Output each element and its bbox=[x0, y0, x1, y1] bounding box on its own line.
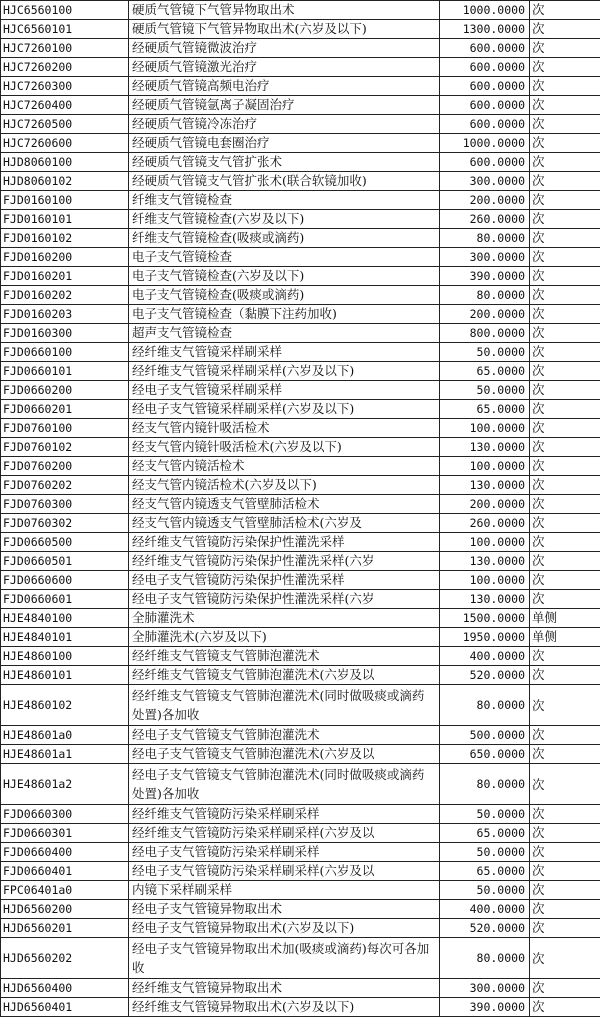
table-row bbox=[1, 495, 600, 514]
item-code-cell: FJD0660300 bbox=[1, 805, 129, 824]
table-row bbox=[1, 419, 600, 438]
item-name-cell: 经电子支气管镜异物取出术 bbox=[129, 900, 440, 919]
item-name-cell: 经硬质气管镜氩离子凝固治疗 bbox=[129, 96, 440, 115]
item-code-cell: FJD0660500 bbox=[1, 533, 129, 552]
item-name-cell: 经纤维支气管镜防污染保护性灌洗采样 bbox=[129, 533, 440, 552]
item-name-cell: 经硬质气管镜电套圈治疗 bbox=[129, 134, 440, 153]
item-code-cell: FJD0160203 bbox=[1, 305, 129, 324]
item-unit-cell: 次 bbox=[530, 248, 600, 267]
item-price-cell: 50.0000 bbox=[440, 843, 530, 862]
table-row bbox=[1, 153, 600, 172]
item-price-cell: 200.0000 bbox=[440, 495, 530, 514]
item-unit-cell: 次 bbox=[530, 514, 600, 533]
item-price-cell: 80.0000 bbox=[440, 685, 530, 726]
item-code-cell: HJD6560200 bbox=[1, 900, 129, 919]
item-unit-cell: 次 bbox=[530, 552, 600, 571]
item-price-cell: 400.0000 bbox=[440, 900, 530, 919]
item-name-cell: 经电子支气管镜防污染保护性灌洗采样(六岁 bbox=[129, 590, 440, 609]
item-unit-cell: 次 bbox=[530, 438, 600, 457]
item-name-cell: 经电子支气管镜防污染采样刷采样(六岁及以 bbox=[129, 862, 440, 881]
table-row bbox=[1, 609, 600, 628]
item-price-cell: 520.0000 bbox=[440, 919, 530, 938]
item-code-cell: FJD0160202 bbox=[1, 286, 129, 305]
item-code-cell: HJC7260400 bbox=[1, 96, 129, 115]
item-price-cell: 600.0000 bbox=[440, 96, 530, 115]
item-unit-cell: 次 bbox=[530, 305, 600, 324]
item-name-cell: 经纤维支气管镜防污染保护性灌洗采样(六岁 bbox=[129, 552, 440, 571]
table-row bbox=[1, 438, 600, 457]
item-name-cell: 电子支气管镜检查(六岁及以下) bbox=[129, 267, 440, 286]
item-unit-cell: 次 bbox=[530, 419, 600, 438]
table-row bbox=[1, 571, 600, 590]
item-price-cell: 600.0000 bbox=[440, 58, 530, 77]
table-row bbox=[1, 305, 600, 324]
item-price-cell: 600.0000 bbox=[440, 153, 530, 172]
table-row bbox=[1, 267, 600, 286]
item-code-cell: HJD6560401 bbox=[1, 998, 129, 1017]
item-name-cell: 经支气管内镜针吸活检术 bbox=[129, 419, 440, 438]
item-name-cell: 经电子支气管镜支气管肺泡灌洗术(六岁及以 bbox=[129, 745, 440, 764]
item-unit-cell: 次 bbox=[530, 805, 600, 824]
item-code-cell: HJD8060102 bbox=[1, 172, 129, 191]
table-row bbox=[1, 191, 600, 210]
item-name-cell: 经电子支气管镜支气管肺泡灌洗术 bbox=[129, 726, 440, 745]
table-row bbox=[1, 900, 600, 919]
item-unit-cell: 次 bbox=[530, 400, 600, 419]
item-price-cell: 390.0000 bbox=[440, 267, 530, 286]
table-row bbox=[1, 666, 600, 685]
item-name-cell: 经硬质气管镜激光治疗 bbox=[129, 58, 440, 77]
item-name-cell: 硬质气管镜下气管异物取出术 bbox=[129, 1, 440, 20]
table-row bbox=[1, 457, 600, 476]
table-row bbox=[1, 115, 600, 134]
item-unit-cell: 次 bbox=[530, 229, 600, 248]
table-row bbox=[1, 919, 600, 938]
item-price-cell: 800.0000 bbox=[440, 324, 530, 343]
item-name-cell: 经电子支气管镜异物取出术加(吸痰或滴药)每次可各加收 bbox=[129, 938, 440, 979]
item-code-cell: HJE48601a0 bbox=[1, 726, 129, 745]
item-price-cell: 65.0000 bbox=[440, 400, 530, 419]
item-price-cell: 50.0000 bbox=[440, 881, 530, 900]
table-row bbox=[1, 39, 600, 58]
item-price-cell: 600.0000 bbox=[440, 77, 530, 96]
item-price-cell: 300.0000 bbox=[440, 979, 530, 998]
item-unit-cell: 次 bbox=[530, 745, 600, 764]
item-price-cell: 1300.0000 bbox=[440, 20, 530, 39]
table-row bbox=[1, 764, 600, 805]
item-code-cell: HJD6560202 bbox=[1, 938, 129, 979]
table-row bbox=[1, 476, 600, 495]
item-unit-cell: 次 bbox=[530, 666, 600, 685]
item-name-cell: 纤维支气管镜检查(吸痰或滴药) bbox=[129, 229, 440, 248]
item-price-cell: 260.0000 bbox=[440, 210, 530, 229]
item-code-cell: HJC6560100 bbox=[1, 1, 129, 20]
item-name-cell: 经支气管内镜透支气管壁肺活检术 bbox=[129, 495, 440, 514]
item-price-cell: 600.0000 bbox=[440, 39, 530, 58]
table-row bbox=[1, 998, 600, 1017]
item-code-cell: HJE4860102 bbox=[1, 685, 129, 726]
table-row bbox=[1, 590, 600, 609]
table-row bbox=[1, 324, 600, 343]
item-price-cell: 100.0000 bbox=[440, 419, 530, 438]
item-code-cell: FJD0760200 bbox=[1, 457, 129, 476]
item-name-cell: 经纤维支气管镜支气管肺泡灌洗术 bbox=[129, 647, 440, 666]
item-price-cell: 1000.0000 bbox=[440, 134, 530, 153]
item-code-cell: HJC7260600 bbox=[1, 134, 129, 153]
item-code-cell: HJE4840100 bbox=[1, 609, 129, 628]
table-row bbox=[1, 1, 600, 20]
item-price-cell: 80.0000 bbox=[440, 229, 530, 248]
item-name-cell: 经支气管内镜透支气管壁肺活检术(六岁及 bbox=[129, 514, 440, 533]
table-row bbox=[1, 134, 600, 153]
table-row bbox=[1, 20, 600, 39]
item-code-cell: HJE48601a1 bbox=[1, 745, 129, 764]
item-price-cell: 650.0000 bbox=[440, 745, 530, 764]
item-code-cell: HJC7260200 bbox=[1, 58, 129, 77]
item-price-cell: 1950.0000 bbox=[440, 628, 530, 647]
item-price-cell: 390.0000 bbox=[440, 998, 530, 1017]
item-price-cell: 400.0000 bbox=[440, 647, 530, 666]
table-row bbox=[1, 362, 600, 381]
table-row bbox=[1, 96, 600, 115]
item-name-cell: 经纤维支气管镜防污染采样刷采样(六岁及以 bbox=[129, 824, 440, 843]
item-price-cell: 1000.0000 bbox=[440, 1, 530, 20]
item-price-cell: 80.0000 bbox=[440, 286, 530, 305]
table-row bbox=[1, 862, 600, 881]
item-unit-cell: 次 bbox=[530, 843, 600, 862]
item-code-cell: HJE4860101 bbox=[1, 666, 129, 685]
item-unit-cell: 次 bbox=[530, 1, 600, 20]
item-name-cell: 电子支气管镜检查（黏膜下注药加收) bbox=[129, 305, 440, 324]
item-code-cell: FJD0660200 bbox=[1, 381, 129, 400]
table-row bbox=[1, 210, 600, 229]
item-price-cell: 50.0000 bbox=[440, 381, 530, 400]
item-unit-cell: 次 bbox=[530, 362, 600, 381]
item-name-cell: 经电子支气管镜采样刷采样(六岁及以下) bbox=[129, 400, 440, 419]
table-row bbox=[1, 805, 600, 824]
item-unit-cell: 次 bbox=[530, 998, 600, 1017]
item-unit-cell: 次 bbox=[530, 20, 600, 39]
item-unit-cell: 次 bbox=[530, 267, 600, 286]
item-unit-cell: 次 bbox=[530, 533, 600, 552]
item-unit-cell: 次 bbox=[530, 134, 600, 153]
item-price-cell: 300.0000 bbox=[440, 248, 530, 267]
item-unit-cell: 次 bbox=[530, 881, 600, 900]
item-name-cell: 经纤维支气管镜异物取出术(六岁及以下) bbox=[129, 998, 440, 1017]
item-price-cell: 130.0000 bbox=[440, 476, 530, 495]
item-name-cell: 经硬质气管镜高频电治疗 bbox=[129, 77, 440, 96]
item-unit-cell: 单侧 bbox=[530, 628, 600, 647]
item-price-cell: 200.0000 bbox=[440, 191, 530, 210]
item-unit-cell: 次 bbox=[530, 286, 600, 305]
item-code-cell: FJD0760202 bbox=[1, 476, 129, 495]
item-code-cell: HJE4840101 bbox=[1, 628, 129, 647]
item-name-cell: 内镜下采样刷采样 bbox=[129, 881, 440, 900]
item-unit-cell: 次 bbox=[530, 39, 600, 58]
item-unit-cell: 次 bbox=[530, 862, 600, 881]
item-name-cell: 纤维支气管镜检查(六岁及以下) bbox=[129, 210, 440, 229]
item-code-cell: FJD0160300 bbox=[1, 324, 129, 343]
item-unit-cell: 次 bbox=[530, 685, 600, 726]
item-price-cell: 300.0000 bbox=[440, 172, 530, 191]
table-row bbox=[1, 58, 600, 77]
table-row bbox=[1, 745, 600, 764]
item-unit-cell: 次 bbox=[530, 115, 600, 134]
item-price-cell: 600.0000 bbox=[440, 115, 530, 134]
item-unit-cell: 次 bbox=[530, 58, 600, 77]
item-unit-cell: 次 bbox=[530, 324, 600, 343]
item-unit-cell: 次 bbox=[530, 96, 600, 115]
item-price-cell: 100.0000 bbox=[440, 533, 530, 552]
item-unit-cell: 单侧 bbox=[530, 609, 600, 628]
item-unit-cell: 次 bbox=[530, 457, 600, 476]
item-price-cell: 500.0000 bbox=[440, 726, 530, 745]
item-price-cell: 520.0000 bbox=[440, 666, 530, 685]
item-unit-cell: 次 bbox=[530, 938, 600, 979]
table-row bbox=[1, 881, 600, 900]
item-code-cell: FJD0660601 bbox=[1, 590, 129, 609]
item-name-cell: 经硬质气管镜支气管扩张术(联合软镜加收) bbox=[129, 172, 440, 191]
item-name-cell: 电子支气管镜检查(吸痰或滴药) bbox=[129, 286, 440, 305]
item-code-cell: FJD0160200 bbox=[1, 248, 129, 267]
table-row bbox=[1, 533, 600, 552]
item-name-cell: 经支气管内镜针吸活检术(六岁及以下) bbox=[129, 438, 440, 457]
item-code-cell: FJD0160100 bbox=[1, 191, 129, 210]
item-price-cell: 100.0000 bbox=[440, 457, 530, 476]
item-name-cell: 经硬质气管镜支气管扩张术 bbox=[129, 153, 440, 172]
item-unit-cell: 次 bbox=[530, 590, 600, 609]
item-name-cell: 全肺灌洗术(六岁及以下) bbox=[129, 628, 440, 647]
item-code-cell: HJC7260300 bbox=[1, 77, 129, 96]
item-name-cell: 纤维支气管镜检查 bbox=[129, 191, 440, 210]
item-name-cell: 经纤维支气管镜采样刷采样 bbox=[129, 343, 440, 362]
item-unit-cell: 次 bbox=[530, 153, 600, 172]
item-unit-cell: 次 bbox=[530, 764, 600, 805]
item-code-cell: FJD0660400 bbox=[1, 843, 129, 862]
item-code-cell: HJD6560201 bbox=[1, 919, 129, 938]
item-price-cell: 50.0000 bbox=[440, 343, 530, 362]
item-unit-cell: 次 bbox=[530, 726, 600, 745]
table-row bbox=[1, 229, 600, 248]
item-name-cell: 经支气管内镜活检术 bbox=[129, 457, 440, 476]
table-row bbox=[1, 938, 600, 979]
item-unit-cell: 次 bbox=[530, 647, 600, 666]
table-row bbox=[1, 843, 600, 862]
table-row bbox=[1, 381, 600, 400]
item-code-cell: FJD0160201 bbox=[1, 267, 129, 286]
item-code-cell: HJC7260100 bbox=[1, 39, 129, 58]
item-price-cell: 65.0000 bbox=[440, 362, 530, 381]
item-code-cell: FJD0760102 bbox=[1, 438, 129, 457]
item-unit-cell: 次 bbox=[530, 571, 600, 590]
table-row bbox=[1, 552, 600, 571]
item-code-cell: FJD0660401 bbox=[1, 862, 129, 881]
item-code-cell: FJD0760100 bbox=[1, 419, 129, 438]
table-row bbox=[1, 248, 600, 267]
table-row bbox=[1, 286, 600, 305]
item-name-cell: 经硬质气管镜冷冻治疗 bbox=[129, 115, 440, 134]
price-table-body bbox=[1, 1, 600, 1017]
item-unit-cell: 次 bbox=[530, 172, 600, 191]
item-code-cell: HJC6560101 bbox=[1, 20, 129, 39]
item-price-cell: 130.0000 bbox=[440, 438, 530, 457]
item-unit-cell: 次 bbox=[530, 919, 600, 938]
item-name-cell: 经电子支气管镜支气管肺泡灌洗术(同时做吸痰或滴药处置)各加收 bbox=[129, 764, 440, 805]
item-unit-cell: 次 bbox=[530, 824, 600, 843]
item-name-cell: 经电子支气管镜异物取出术(六岁及以下) bbox=[129, 919, 440, 938]
item-unit-cell: 次 bbox=[530, 900, 600, 919]
item-name-cell: 经纤维支气管镜采样刷采样(六岁及以下) bbox=[129, 362, 440, 381]
item-price-cell: 1500.0000 bbox=[440, 609, 530, 628]
item-name-cell: 经电子支气管镜防污染保护性灌洗采样 bbox=[129, 571, 440, 590]
item-unit-cell: 次 bbox=[530, 476, 600, 495]
item-name-cell: 经电子支气管镜防污染采样刷采样 bbox=[129, 843, 440, 862]
item-code-cell: FJD0660301 bbox=[1, 824, 129, 843]
item-price-cell: 200.0000 bbox=[440, 305, 530, 324]
table-row bbox=[1, 726, 600, 745]
table-row bbox=[1, 979, 600, 998]
item-code-cell: FPC06401a0 bbox=[1, 881, 129, 900]
item-price-cell: 80.0000 bbox=[440, 764, 530, 805]
item-price-cell: 100.0000 bbox=[440, 571, 530, 590]
item-unit-cell: 次 bbox=[530, 495, 600, 514]
item-name-cell: 经支气管内镜活检术(六岁及以下) bbox=[129, 476, 440, 495]
item-name-cell: 全肺灌洗术 bbox=[129, 609, 440, 628]
item-code-cell: HJC7260500 bbox=[1, 115, 129, 134]
item-code-cell: FJD0760300 bbox=[1, 495, 129, 514]
table-row bbox=[1, 685, 600, 726]
item-price-cell: 130.0000 bbox=[440, 590, 530, 609]
item-code-cell: FJD0760302 bbox=[1, 514, 129, 533]
table-row bbox=[1, 400, 600, 419]
item-price-cell: 65.0000 bbox=[440, 862, 530, 881]
item-unit-cell: 次 bbox=[530, 979, 600, 998]
table-row bbox=[1, 647, 600, 666]
item-code-cell: HJD6560400 bbox=[1, 979, 129, 998]
item-price-cell: 65.0000 bbox=[440, 824, 530, 843]
item-price-cell: 260.0000 bbox=[440, 514, 530, 533]
table-row bbox=[1, 77, 600, 96]
item-name-cell: 电子支气管镜检查 bbox=[129, 248, 440, 267]
item-code-cell: FJD0660600 bbox=[1, 571, 129, 590]
item-name-cell: 经纤维支气管镜支气管肺泡灌洗术(同时做吸痰或滴药处置)各加收 bbox=[129, 685, 440, 726]
item-price-cell: 130.0000 bbox=[440, 552, 530, 571]
item-price-cell: 50.0000 bbox=[440, 805, 530, 824]
item-unit-cell: 次 bbox=[530, 343, 600, 362]
table-row bbox=[1, 172, 600, 191]
item-code-cell: FJD0660101 bbox=[1, 362, 129, 381]
table-row bbox=[1, 628, 600, 647]
item-code-cell: HJE4860100 bbox=[1, 647, 129, 666]
item-code-cell: FJD0160101 bbox=[1, 210, 129, 229]
table-row bbox=[1, 343, 600, 362]
item-unit-cell: 次 bbox=[530, 210, 600, 229]
table-row bbox=[1, 514, 600, 533]
item-name-cell: 经纤维支气管镜异物取出术 bbox=[129, 979, 440, 998]
table-row bbox=[1, 824, 600, 843]
item-unit-cell: 次 bbox=[530, 77, 600, 96]
item-name-cell: 经纤维支气管镜防污染采样刷采样 bbox=[129, 805, 440, 824]
item-name-cell: 经电子支气管镜采样刷采样 bbox=[129, 381, 440, 400]
item-code-cell: FJD0160102 bbox=[1, 229, 129, 248]
item-name-cell: 超声支气管镜检查 bbox=[129, 324, 440, 343]
item-unit-cell: 次 bbox=[530, 381, 600, 400]
item-name-cell: 经硬质气管镜微波治疗 bbox=[129, 39, 440, 58]
item-unit-cell: 次 bbox=[530, 191, 600, 210]
item-code-cell: FJD0660100 bbox=[1, 343, 129, 362]
item-price-cell: 80.0000 bbox=[440, 938, 530, 979]
item-code-cell: FJD0660201 bbox=[1, 400, 129, 419]
item-name-cell: 硬质气管镜下气管异物取出术(六岁及以下) bbox=[129, 20, 440, 39]
item-name-cell: 经纤维支气管镜支气管肺泡灌洗术(六岁及以 bbox=[129, 666, 440, 685]
item-code-cell: FJD0660501 bbox=[1, 552, 129, 571]
item-code-cell: HJD8060100 bbox=[1, 153, 129, 172]
item-code-cell: HJE48601a2 bbox=[1, 764, 129, 805]
